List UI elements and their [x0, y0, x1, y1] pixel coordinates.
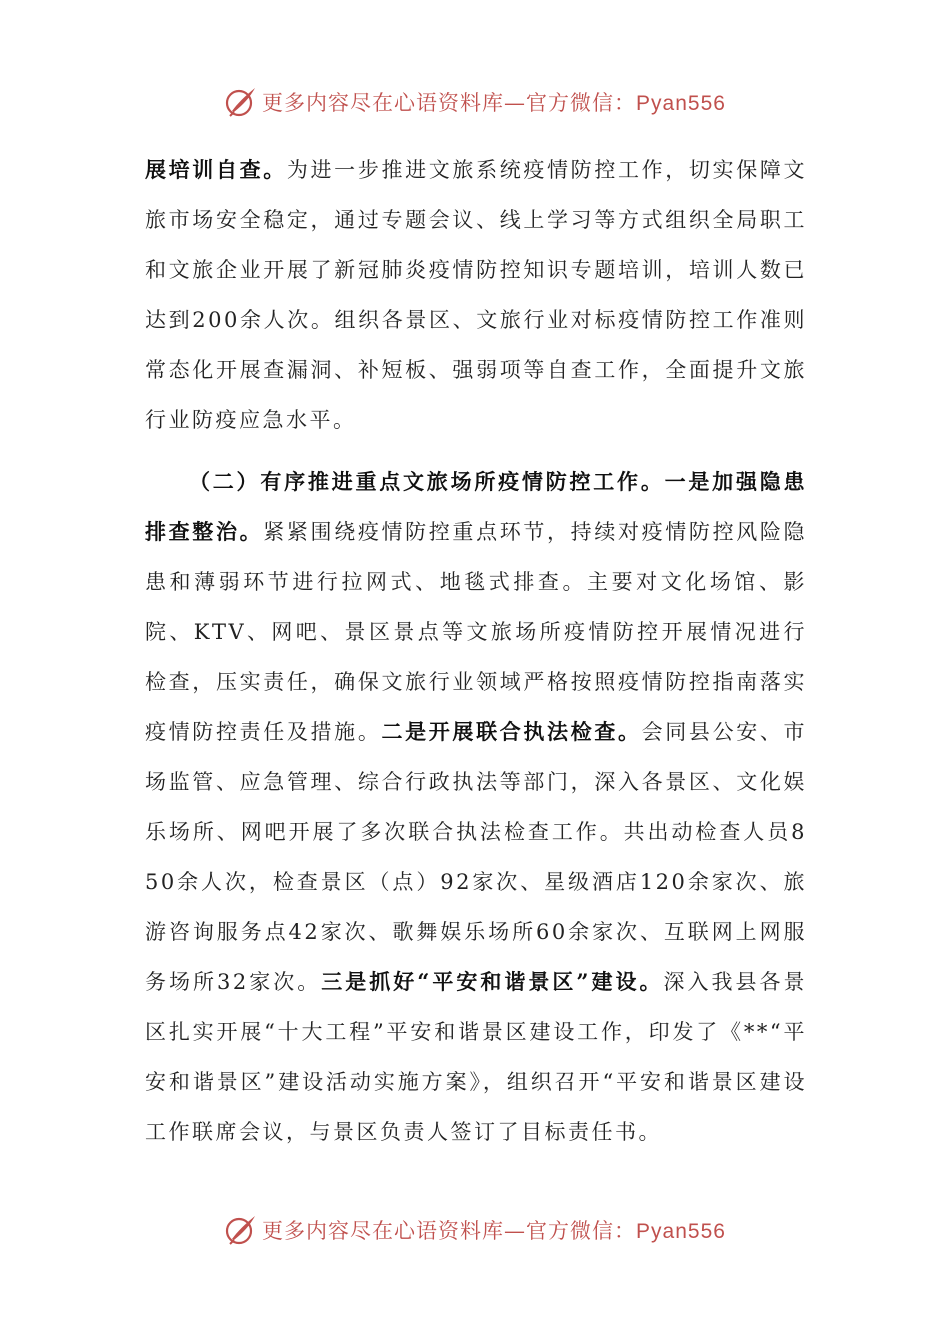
paragraph-key-venues	[145, 457, 807, 1157]
banner-text: 更多内容尽在心语资料库—官方微信：Pyan556	[262, 1219, 726, 1243]
document-body	[145, 145, 807, 1157]
heading-run: 二是开展联合执法检查。	[381, 719, 642, 744]
heading-run: 三是抓好“平安和谐景区”建设。	[321, 969, 664, 994]
quill-logo-icon	[224, 1213, 258, 1247]
body-run: 深入我县各景区扎实开展“十大工程”平安和谐景区建设工作，印发了《**“平安和谐景区”建设活动实施方案》，组织召开“平安和谐景区建设工作联席会议，与景区负责人签订了目标责任书。	[145, 970, 807, 1144]
header-watermark-banner	[0, 82, 950, 122]
body-run: 紧紧围绕疫情防控重点环节，持续对疫情防控风险隐患和薄弱环节进行拉网式、地毯式排查。主要对文化场馆、影院、KTV、网吧、景区景点等文旅场所疫情防控开展情况进行检查，压实责任，确保文旅行业领域严格按照疫情防控指南落实疫情防控责任及措施。	[145, 520, 808, 744]
quill-logo-icon	[224, 85, 258, 119]
section-heading-run: （二）有序推进重点文旅场所疫情防控工作。一是加强隐患排查整治。	[145, 469, 807, 544]
heading-run: 展培训自查。	[145, 157, 287, 182]
body-run: 为进一步推进文旅系统疫情防控工作，切实保障文旅市场安全稳定，通过专题会议、线上学习等方式组织全局职工和文旅企业开展了新冠肺炎疫情防控知识专题培训，培训人数已达到200余人次。组织各景区、文旅行业对标疫情防控工作准则常态化开展查漏洞、补短板、强弱项等自查工作，全面提升文旅行业防疫应急水平。	[145, 158, 807, 432]
body-run: 会同县公安、市场监管、应急管理、综合行政执法等部门，深入各景区、文化娱乐场所、网吧开展了多次联合执法检查工作。共出动检查人员850余人次，检查景区（点）92家次、星级酒店120余家次、旅游咨询服务点42家次、歌舞娱乐场所60余家次、互联网上网服务场所32家次。	[145, 720, 808, 994]
footer-watermark-banner	[0, 1210, 950, 1250]
banner-text: 更多内容尽在心语资料库—官方微信：Pyan556	[262, 91, 726, 115]
paragraph-training-selfcheck	[145, 145, 807, 445]
